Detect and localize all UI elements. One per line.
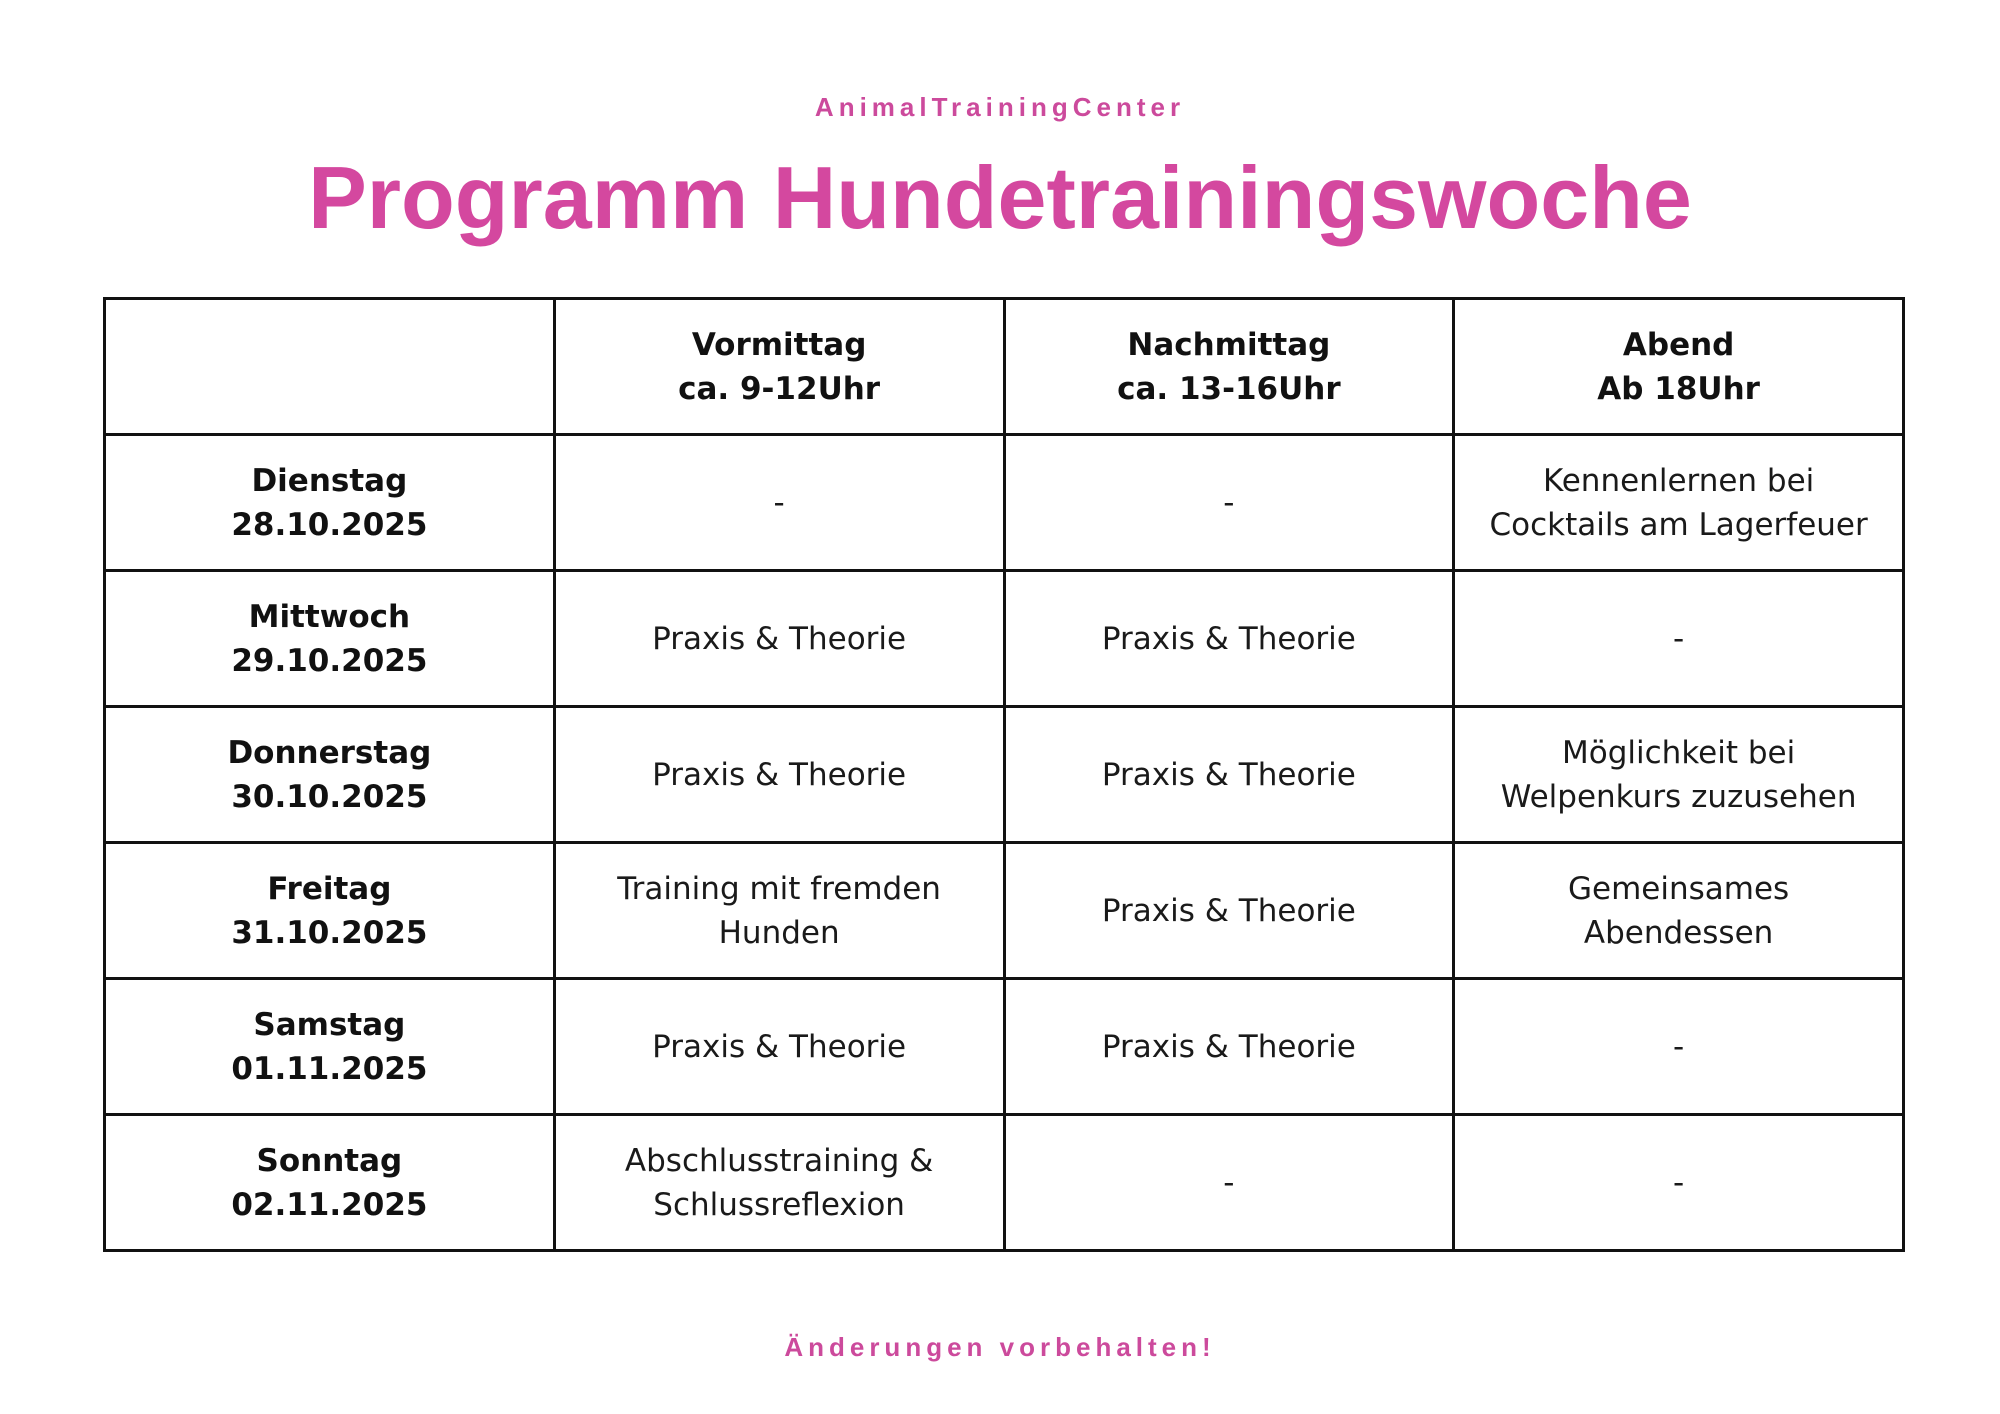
table-row	[105, 979, 1904, 1115]
table-header-row	[105, 299, 1904, 435]
header-cell-morning	[554, 299, 1004, 435]
activity-text: -	[1673, 620, 1685, 657]
activity-text: -	[1673, 1028, 1685, 1065]
header-cell-line: Abend	[1622, 326, 1735, 363]
evening-cell	[1454, 1115, 1904, 1251]
morning-cell	[554, 435, 1004, 571]
activity-text: -	[1223, 1164, 1235, 1201]
day-cell	[105, 843, 555, 979]
afternoon-cell	[1004, 707, 1454, 843]
day-date: 02.11.2025	[231, 1186, 428, 1223]
table-row	[105, 707, 1904, 843]
day-date: 30.10.2025	[231, 778, 428, 815]
activity-text: Training mit fremden	[617, 870, 941, 907]
afternoon-cell	[1004, 1115, 1454, 1251]
morning-cell	[554, 1115, 1004, 1251]
morning-cell	[554, 707, 1004, 843]
activity-text: Gemeinsames	[1568, 870, 1790, 907]
evening-cell	[1454, 435, 1904, 571]
day-name: Mittwoch	[248, 598, 411, 635]
header-cell-empty	[105, 299, 555, 435]
day-date: 31.10.2025	[231, 914, 428, 951]
evening-cell	[1454, 843, 1904, 979]
afternoon-cell	[1004, 979, 1454, 1115]
day-cell	[105, 435, 555, 571]
activity-text: -	[773, 484, 785, 521]
day-cell	[105, 979, 555, 1115]
afternoon-cell	[1004, 571, 1454, 707]
evening-cell	[1454, 979, 1904, 1115]
day-cell	[105, 1115, 555, 1251]
table-row	[105, 843, 1904, 979]
day-name: Dienstag	[251, 462, 408, 499]
day-name: Donnerstag	[227, 734, 432, 771]
table-row	[105, 571, 1904, 707]
activity-text: Cocktails am Lagerfeuer	[1489, 506, 1868, 543]
activity-text: Praxis & Theorie	[1101, 620, 1356, 657]
page-title: Programm Hundetrainingswoche	[308, 148, 1692, 247]
activity-text: Welpenkurs zuzusehen	[1500, 778, 1857, 815]
activity-text: -	[1673, 1164, 1685, 1201]
activity-text: -	[1223, 484, 1235, 521]
activity-text: Abendessen	[1583, 914, 1774, 951]
activity-text: Praxis & Theorie	[652, 1028, 907, 1065]
day-date: 29.10.2025	[231, 642, 428, 679]
schedule-table	[103, 297, 1905, 1252]
morning-cell	[554, 571, 1004, 707]
day-cell	[105, 707, 555, 843]
day-name: Sonntag	[256, 1142, 403, 1179]
day-date: 01.11.2025	[231, 1050, 428, 1087]
footer-note: Änderungen vorbehalten!	[784, 1332, 1216, 1362]
afternoon-cell	[1004, 843, 1454, 979]
schedule-body	[105, 435, 1904, 1251]
activity-text: Hunden	[718, 914, 840, 951]
table-row	[105, 1115, 1904, 1251]
activity-text: Möglichkeit bei	[1562, 734, 1796, 771]
activity-text: Praxis & Theorie	[1101, 1028, 1356, 1065]
evening-cell	[1454, 571, 1904, 707]
evening-cell	[1454, 707, 1904, 843]
day-name: Samstag	[253, 1006, 406, 1043]
header-cell-line: Vormittag	[691, 326, 867, 363]
afternoon-cell	[1004, 435, 1454, 571]
day-name: Freitag	[267, 870, 392, 907]
activity-text: Praxis & Theorie	[652, 620, 907, 657]
header-cell-time: ca. 9-12Uhr	[678, 370, 881, 407]
brand-name: AnimalTrainingCenter	[814, 92, 1186, 122]
activity-text: Praxis & Theorie	[1101, 892, 1356, 929]
header-cell-line: Nachmittag	[1127, 326, 1331, 363]
table-row	[105, 435, 1904, 571]
header-cell-time: ca. 13-16Uhr	[1117, 370, 1341, 407]
header-cell-time: Ab 18Uhr	[1597, 370, 1760, 407]
activity-text: Kennenlernen bei	[1542, 462, 1815, 499]
activity-text: Praxis & Theorie	[652, 756, 907, 793]
header-cell-evening	[1454, 299, 1904, 435]
activity-text: Praxis & Theorie	[1101, 756, 1356, 793]
header-cell-afternoon	[1004, 299, 1454, 435]
day-cell	[105, 571, 555, 707]
morning-cell	[554, 843, 1004, 979]
activity-text: Schlussreflexion	[653, 1186, 905, 1223]
day-date: 28.10.2025	[231, 506, 428, 543]
morning-cell	[554, 979, 1004, 1115]
activity-text: Abschlusstraining &	[624, 1142, 934, 1179]
